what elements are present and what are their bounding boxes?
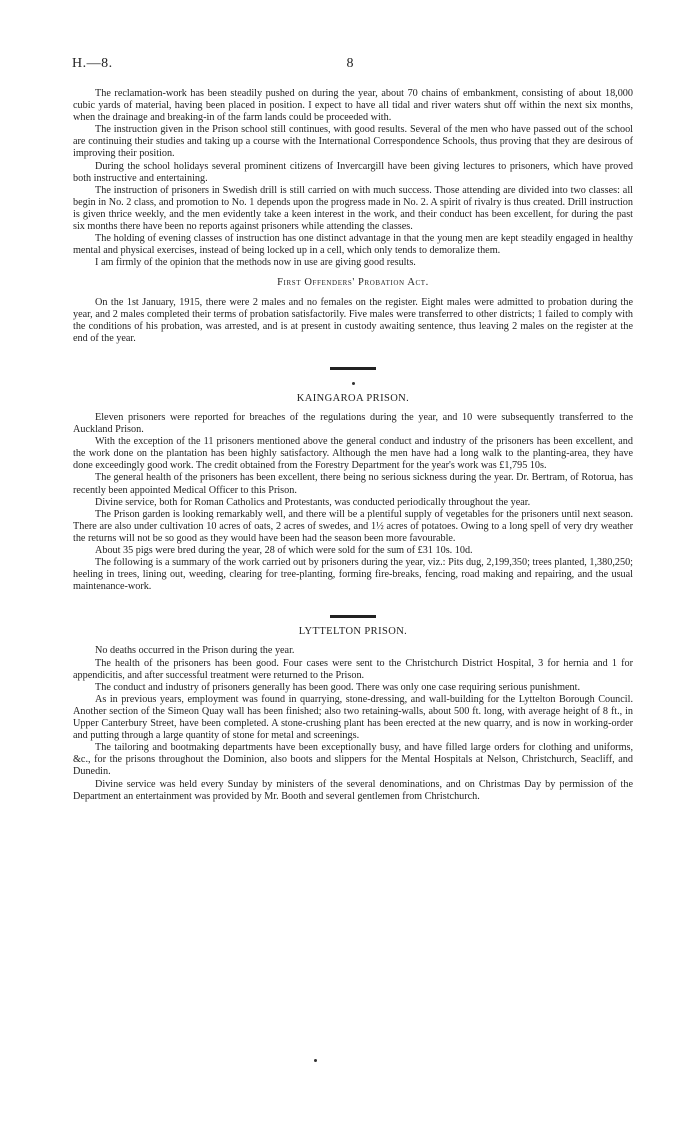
body-paragraph: The reclamation-work has been steadily pushed on during the year, about 70 chains of embankment, consisting of about 18,000 cubic yards of material, having been placed in position. I expect to have all tidal and river waters shut off within the next six months, when the drainage and breaking-in of the farm lands could be proceeded with. [73, 88, 633, 124]
body-paragraph: The following is a summary of the work carried out by prisoners during the year, viz.: Pits dug, 2,199,350; trees planted, 1,380,250; heeling in trees, lining out, weeding, clearing for tree-planting, forming fire-breaks, fencing, road making and repairing, and the usual maintenance-work. [73, 557, 633, 593]
document-body [73, 88, 633, 803]
body-paragraph: I am firmly of the opinion that the methods now in use are giving good results. [95, 257, 416, 269]
page-header [72, 56, 628, 76]
section-divider [330, 367, 376, 370]
footer-dot [314, 1059, 317, 1062]
section-heading-lyttelton: LYTTELTON PRISON. [298, 626, 408, 638]
section-heading-probation-act: First Offenders' Probation Act. [277, 277, 429, 289]
body-paragraph: Divine service was held every Sunday by ministers of the several denominations, and on Christmas Day by permission of the Department an entertainment was provided by Mr. Booth and several gentlemen from Christchurch. [73, 778, 633, 802]
body-paragraph: The general health of the prisoners has been excellent, there being no serious sickness during the year. Dr. Bertram, of Rotorua, has recently been appointed Medical Officer to this Prison. [73, 472, 633, 496]
body-paragraph: The instruction of prisoners in Swedish drill is still carried on with much success. Those attending are divided into two classes: all begin in No. 2 class, and promotion to No. 1 depends upon the progress made in No. 2. A spirit of rivalry is thus created. Drill instruction is given thrice weekly, and the men evidently take a keen interest in the work, and their conduct has been excellent, for during the past six months there have been no reports against prisoners while attending the classes. [73, 184, 633, 233]
body-paragraph: The holding of evening classes of instruction has one distinct advantage in that the young men are kept steadily engaged in healthy mental and physical exercises, instead of being locked up in a cell, which only tends to demoralize them. [73, 233, 633, 257]
body-paragraph: About 35 pigs were bred during the year, 28 of which were sold for the sum of £31 10s. 10d. [95, 545, 473, 556]
page-number: 8 [346, 56, 354, 71]
body-paragraph: On the 1st January, 1915, there were 2 males and no females on the register. Eight males were admitted to probation during the year, and 2 males completed their terms of probation satisfactorily. Five males were transferred to other districts; 1 failed to comply with the conditions of his probation, was arrested, and is at present in custody awaiting sentence, thus leaving 2 males on the register at the end of the year. [73, 296, 633, 344]
body-paragraph: No deaths occurred in the Prison during the year. [95, 645, 295, 657]
body-paragraph: The health of the prisoners has been good. Four cases were sent to the Christchurch District Hospital, 3 for hernia and 1 for appendicitis, and after successful treatment were returned to the Prison. [73, 657, 633, 681]
body-paragraph: Eleven prisoners were reported for breaches of the regulations during the year, and 10 were subsequently transferred to the Auckland Prison. [73, 411, 633, 436]
body-paragraph: With the exception of the 11 prisoners mentioned above the general conduct and industry of the prisoners has been excellent, and the work done on the plantation has been highly satisfactory. Although the men have had a long walk to the planting-area, they have done exceedingly good work. The credit obtained from the Forestry Department for the year's work was £1,795 10s. [73, 436, 633, 472]
section-heading-kaingaroa: KAINGAROA PRISON. [296, 392, 410, 404]
body-paragraph: The conduct and industry of prisoners generally has been good. There was only one case requiring serious punishment. [95, 681, 581, 693]
report-code: H.—8. [72, 56, 113, 71]
body-paragraph: As in previous years, employment was found in quarrying, stone-dressing, and wall-building for the Lyttelton Borough Council. Another section of the Simeon Quay wall has been finished; also two retaining-walls, about 500 ft. long, with average height of 8 ft., in Upper Canterbury Street, have been completed. A stone-crushing plant has been erected at the new quarry, and is now in working-order and putting through a large quantity of stone for metal and screenings. [73, 693, 633, 742]
body-paragraph: The instruction given in the Prison school still continues, with good results. Several of the men who have passed out of the school are continuing their studies and taking up a course with the International Correspondence Schools, thus proving that they are desirous of improving their position. [73, 124, 633, 160]
body-paragraph: The tailoring and bootmaking departments have been exceptionally busy, and have filled large orders for clothing and uniforms, &c., for the prisons throughout the Dominion, also boots and slippers for the Mental Hospitals at Nelson, Christchurch, Seacliff, and Dunedin. [73, 742, 633, 778]
divider-dot [352, 382, 355, 385]
body-paragraph: The Prison garden is looking remarkably well, and there will be a plentiful supply of vegetables for the prisoners until next season. There are also under cultivation 10 acres of oats, 2 acres of swedes, and 1½ acres of potatoes. Owing to a long spell of very dry weather the returns will not be so good as they would have been had the season been more favourable. [73, 508, 633, 544]
section-divider [330, 615, 376, 618]
body-paragraph: Divine service, both for Roman Catholics and Protestants, was conducted periodically throughout the year. [95, 496, 531, 508]
body-paragraph: During the school holidays several prominent citizens of Invercargill have been giving lectures to prisoners, which have proved both instructive and entertaining. [73, 160, 633, 184]
